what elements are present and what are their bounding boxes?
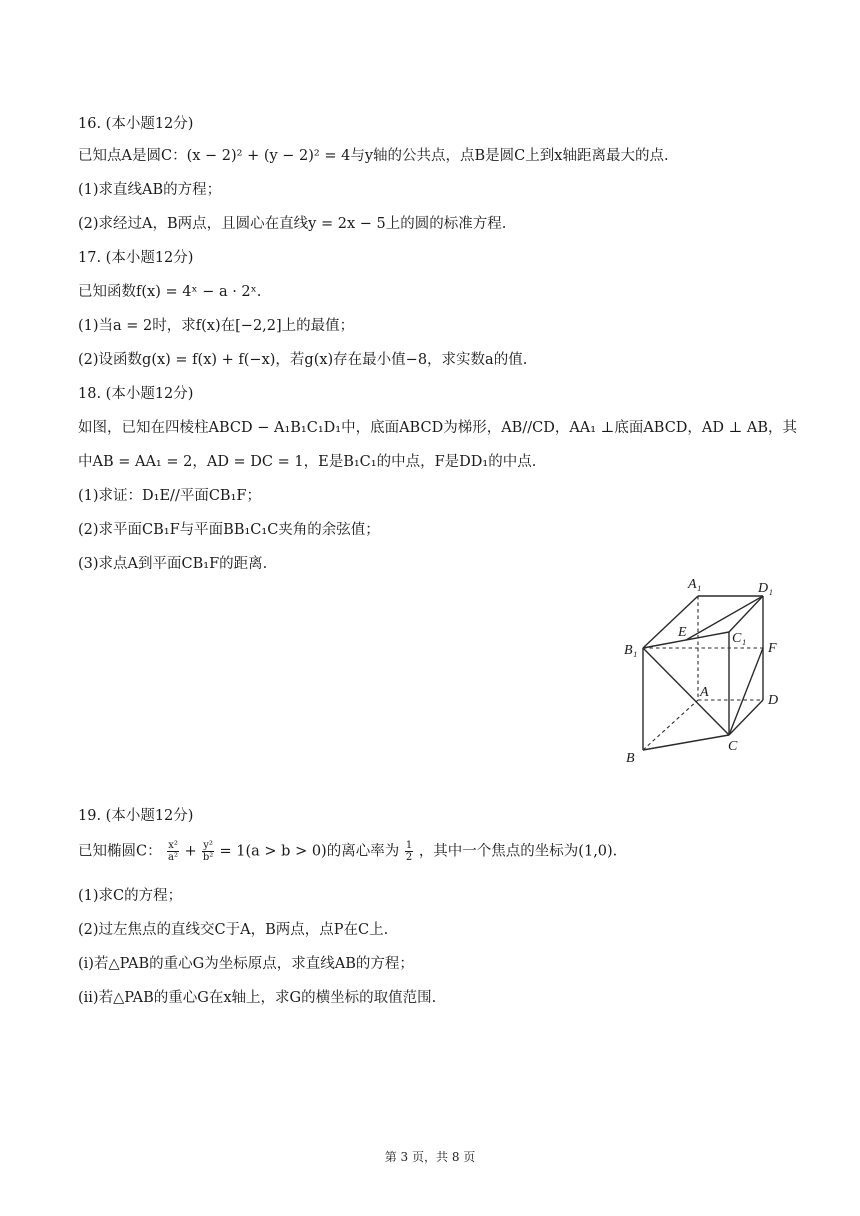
edge-c-b [643, 735, 729, 750]
problem-16-statement: 已知点A是圆C：(x − 2)² + (y − 2)² = 4与y轴的公共点，点B是圆C上到x轴距离最大的点. [78, 148, 669, 164]
problem-16-header: 16. (本小题12分) [78, 116, 194, 132]
problem-16-part-2: (2)求经过A，B两点，且圆心在直线y = 2x − 5上的圆的标准方程. [78, 216, 507, 232]
problem-18-part-3: (3)求点A到平面CB₁F的距离. [78, 556, 268, 572]
label-d1: D₁ [758, 581, 773, 596]
problem-19-header: 19. (本小题12分) [78, 808, 194, 824]
problem-19-part-2-ii: (ii)若△PAB的重心G在x轴上，求G的横坐标的取值范围. [78, 990, 437, 1006]
problem-17-statement: 已知函数f(x) = 4ˣ − a · 2ˣ. [78, 284, 262, 300]
fraction-y2-b2: $\frac{\text{y²}}{\text{b²}}$ [202, 840, 214, 863]
label-a1: A₁ [688, 577, 702, 592]
plus-sign: + [184, 843, 202, 860]
problem-18-statement-line-1: 如图，已知在四棱柱ABCD − A₁B₁C₁D₁中，底面ABCD为梯形，AB//CD，AA₁ ⊥底面ABCD，AD ⊥ AB，其 [78, 420, 798, 436]
fraction-one-half: $\frac{1}{2}$ [405, 840, 413, 863]
edge-c1-d1 [729, 596, 763, 632]
problem-19-part-1: (1)求C的方程； [78, 888, 183, 904]
ellipse-intro: 已知椭圆C： [78, 843, 162, 860]
fraction-x2-a2: $\frac{\text{x²}}{\text{a²}}$ [168, 840, 179, 863]
edge-b1-a1 [643, 596, 698, 648]
problem-18-header: 18. (本小题12分) [78, 386, 194, 402]
problem-17-header: 17. (本小题12分) [78, 250, 194, 266]
problem-17-part-2: (2)设函数g(x) = f(x) + f(−x)，若g(x)存在最小值−8，求实数a的值. [78, 352, 528, 368]
problem-16-part-1: (1)求直线AB的方程； [78, 182, 222, 198]
prism-figure [610, 572, 790, 772]
label-b: B [626, 751, 635, 766]
focus-statement: ，其中一个焦点的坐标为(1,0). [418, 843, 618, 860]
label-e: E [678, 625, 687, 640]
ellipse-condition: = 1(a > b > 0)的离心率为 [219, 843, 400, 860]
edge-d-c [729, 700, 763, 735]
page-footer: 第 3 页，共 8 页 [384, 1150, 476, 1164]
problem-19-statement [78, 840, 617, 863]
label-f: F [768, 641, 777, 656]
label-d: D [768, 693, 779, 708]
label-c: C [728, 739, 738, 754]
label-b1: B₁ [624, 643, 638, 658]
segment-c-f [729, 648, 763, 735]
problem-19-part-2-i: (i)若△PAB的重心G为坐标原点，求直线AB的方程； [78, 956, 414, 972]
problem-18-part-1: (1)求证：D₁E//平面CB₁F； [78, 488, 261, 504]
label-c1: C₁ [732, 631, 747, 646]
problem-19-part-2: (2)过左焦点的直线交C于A，B两点，点P在C上. [78, 922, 389, 938]
label-a: A [700, 685, 709, 700]
problem-18-part-2: (2)求平面CB₁F与平面BB₁C₁C夹角的余弦值； [78, 522, 380, 538]
segment-b1-c [643, 648, 729, 735]
problem-18-statement-line-2: 中AB = AA₁ = 2，AD = DC = 1，E是B₁C₁的中点，F是DD₁的中点. [78, 454, 537, 470]
problem-17-part-1: (1)当a = 2时，求f(x)在[−2,2]上的最值； [78, 318, 355, 334]
